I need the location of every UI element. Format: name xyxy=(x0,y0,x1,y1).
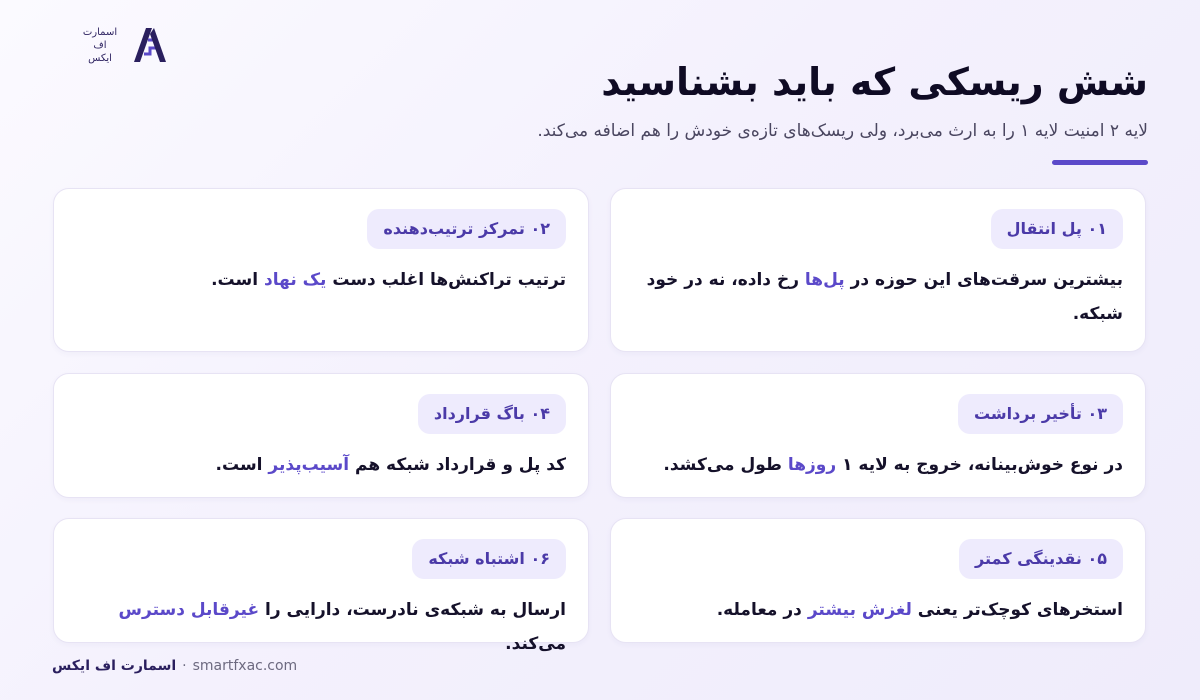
risk-card-badge: ۰۳ تأخیر برداشت xyxy=(958,394,1123,434)
text-highlight: لغزش بیشتر xyxy=(807,600,912,620)
text-highlight: غیرقابل دسترس xyxy=(118,600,260,620)
text-highlight: یک نهاد xyxy=(264,270,327,290)
text-segment: بیشترین سرقت‌های این حوزه در xyxy=(844,270,1123,290)
text-highlight: روزها xyxy=(787,455,837,475)
logo-mark-icon xyxy=(130,24,170,66)
risk-card-badge: ۰۲ تمرکز ترتیب‌دهنده xyxy=(367,209,566,249)
page-title: شش ریسکی که باید بشناسید xyxy=(601,60,1148,104)
risk-card-text xyxy=(76,448,566,482)
risk-card-badge: ۰۶ اشتباه شبکه xyxy=(412,539,566,579)
risk-card-badge: ۰۵ نقدینگی کمتر xyxy=(959,539,1123,579)
footer-url-link[interactable]: smartfxac.com xyxy=(192,658,298,674)
risk-card-liquidity xyxy=(610,518,1146,643)
logo-line: ایکس xyxy=(88,53,112,64)
risk-card-text xyxy=(633,263,1123,331)
text-highlight: آسیب‌پذیر xyxy=(268,455,350,475)
text-segment: است. xyxy=(215,455,269,475)
risk-card-withdrawal-delay xyxy=(610,373,1146,498)
text-segment: ارسال به شبکه‌ی نادرست، دارایی را xyxy=(259,600,566,620)
text-segment: در نوع خوش‌بینانه، خروج به لایه ۱ xyxy=(836,455,1123,475)
text-segment: ترتیب تراکنش‌ها اغلب دست xyxy=(326,270,566,290)
text-segment: طول می‌کشد. xyxy=(663,455,788,475)
title-underline xyxy=(1052,160,1148,165)
page-subtitle: لایه ۲ امنیت لایه ۱ را به ارث می‌برد، ولی ریسک‌های تازه‌ی خودش را هم اضافه می‌کند. xyxy=(537,121,1148,141)
risk-card-text xyxy=(76,593,566,661)
logo-wordmark xyxy=(74,26,126,65)
risk-card-contract-bug xyxy=(53,373,589,498)
footer-separator: · xyxy=(182,658,187,674)
footer-brand: اسمارت اف ایکس xyxy=(52,658,177,674)
risk-card-text xyxy=(633,593,1123,627)
footer xyxy=(52,656,297,676)
risk-card-text xyxy=(633,448,1123,482)
text-segment: است. xyxy=(211,270,264,290)
text-segment: استخرهای کوچک‌تر یعنی xyxy=(911,600,1123,620)
risk-card-badge: ۰۴ باگ قرارداد xyxy=(418,394,566,434)
risk-card-bridge xyxy=(610,188,1146,352)
risk-card-sequencer xyxy=(53,188,589,352)
text-segment: کد پل و قرارداد شبکه هم xyxy=(349,455,566,475)
text-segment: می‌کند. xyxy=(505,634,566,654)
risk-card-wrong-network xyxy=(53,518,589,654)
risk-card-badge: ۰۱ پل انتقال xyxy=(991,209,1123,249)
logo-line: اف xyxy=(93,40,107,51)
text-highlight: پل‌ها xyxy=(804,270,845,290)
logo-line: اسمارت xyxy=(82,27,118,38)
text-segment: رخ داده، نه در خود شبکه. xyxy=(646,270,1123,324)
risk-card-text xyxy=(76,263,566,297)
brand-logo[interactable] xyxy=(66,24,176,68)
text-segment: در معامله. xyxy=(716,600,808,620)
